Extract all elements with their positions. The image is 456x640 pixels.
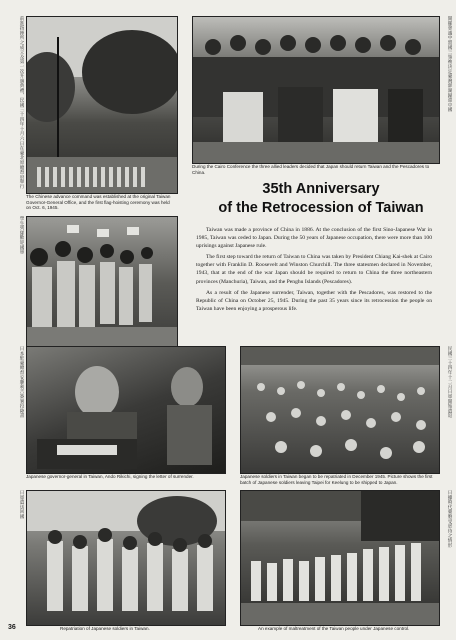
- article-title: [196, 180, 446, 218]
- photo-soldiers-leaving-taipei: [240, 346, 440, 474]
- vertical-caption-repatriation: 日軍遣送回國: [19, 490, 24, 519]
- caption-maltreatment: An example of maltreatment of the Taiwan people under Japanese control.: [258, 626, 410, 631]
- photo-cairo-conference: [192, 16, 440, 164]
- photo-maltreatment: [240, 490, 440, 626]
- vertical-caption-cairo: 開羅會議中盟國三領袖決定臺灣澎湖歸還中國: [447, 16, 452, 112]
- vertical-caption-maltreatment: 日據時代臺胞受虐待之情形: [447, 490, 452, 548]
- title-line-2: of the Retrocession of Taiwan: [218, 200, 424, 216]
- caption-repatriated: Japanese soldiers in Taiwan began to be repatriated in December 1945. Picture shows the first batch of Japanese soldiers leaving Taipei for Keelung to be shipped to Japan.: [240, 474, 433, 485]
- paragraph: As a result of the Japanese surrender, Taiwan, together with the Pescadores, was restored to the Republic of China on October 25, 1945. During the past 35 years since its retrocession the people on Taiwan have been enjoying a prosperous life.: [196, 289, 432, 312]
- caption-surrender: Japanese governor-general in Taiwan, Ando Rikichi, signing the letter of surrender.: [26, 474, 194, 479]
- title-line-1: 35th Anniversary: [262, 181, 380, 197]
- vertical-caption-repatriated: 民國三十四年十二月日軍開始遣返: [447, 346, 452, 418]
- vertical-caption-advance: 前進指揮所之成立及第一次升旗典禮，民國三十四年十月六日在臺北原總督府舉行: [19, 16, 24, 189]
- caption-cairo: During the Cairo Conference the three allied leaders decided that Japan should return Taiwan and the Pescadores to China.: [192, 164, 430, 175]
- paragraph: The first step toward the return of Taiwan to China was taken by President Chiang Kai-shek at Cairo together with Franklin D. Roosevelt and Winston Churchill. The three statesmen declared in November, 1943, that at the end of the war Japan should be required to return to China the three northeastern provinces (Manchuria), Taiwan, and the Penghu Islands (Pescadores).: [196, 254, 432, 285]
- photo-flag-hoisting: [26, 16, 178, 194]
- caption-repatriation: Repatriation of Japanese soldiers in Taiwan.: [60, 626, 150, 631]
- vertical-caption-students: 學生列隊歡迎國軍: [19, 216, 24, 255]
- caption-advance: The Chinese advance command was established at the original Taiwan Governor-General Office, and the first flag-hoisting ceremony was held on Oct. 6, 1945.: [26, 194, 171, 211]
- page-number: 36: [8, 624, 16, 631]
- photo-students-welcoming: [26, 216, 178, 352]
- photo-surrender-signing: [26, 346, 226, 474]
- article-body: [196, 226, 432, 316]
- paragraph: Taiwan was made a province of China in 1886. At the conclusion of the first Sino-Japanese War in 1985, Taiwan was ceded to Japan. During the 50 years of Japanese occupation, there were more than 100 uprisings against Japanese rule.: [196, 227, 432, 250]
- photo-repatriation: [26, 490, 226, 626]
- vertical-caption-surrender: 日本駐臺總督安藤利吉簽署投降書: [19, 346, 24, 418]
